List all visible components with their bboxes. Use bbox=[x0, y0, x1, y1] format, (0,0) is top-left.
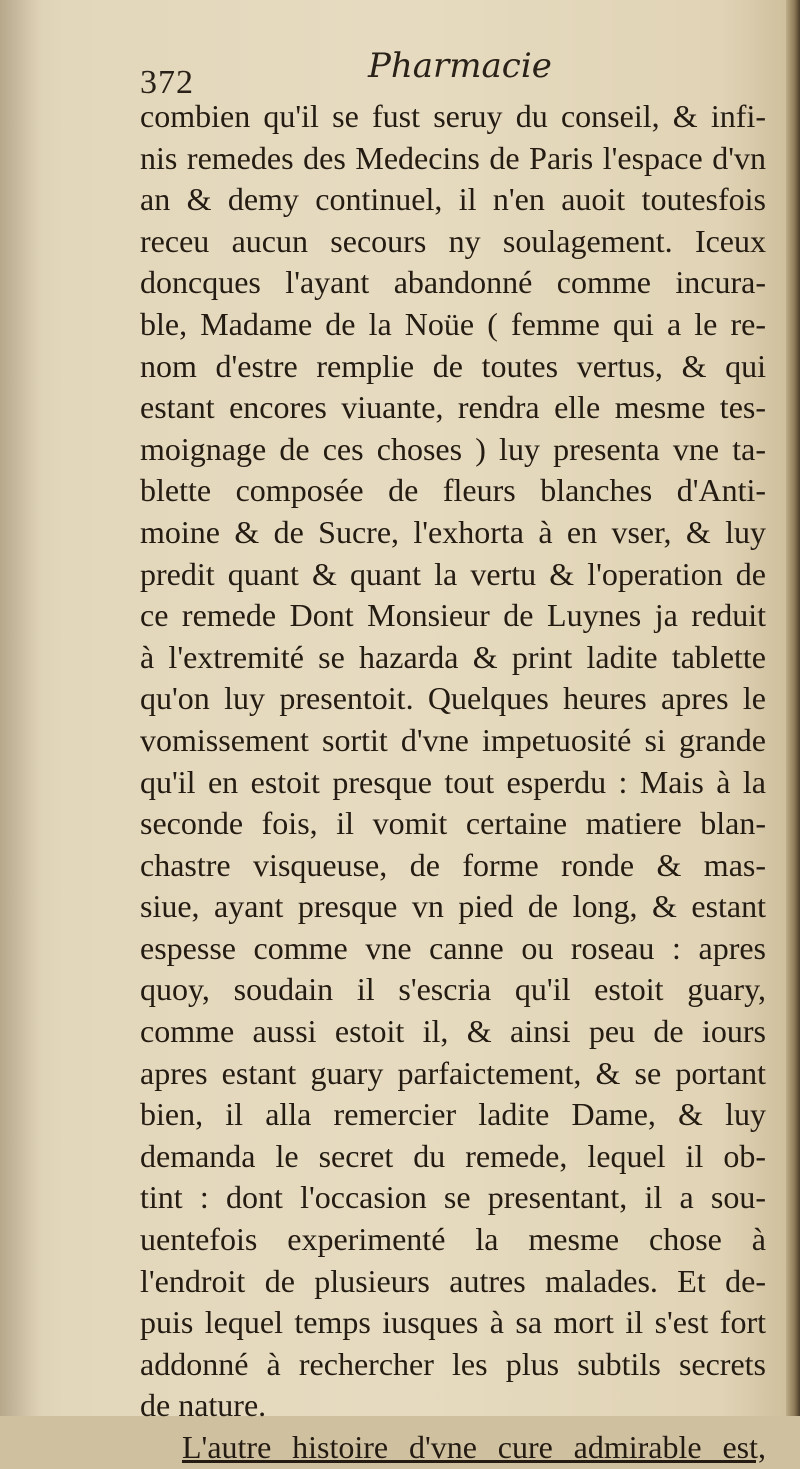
text-line: an & demy continuel, il n'en auoit toutesfois bbox=[140, 181, 766, 218]
text-line: blette composée de fleurs blanches d'Anti- bbox=[140, 472, 766, 509]
text-line: qu'il en estoit presque tout esperdu : Mais à la bbox=[140, 763, 766, 800]
text-line: de nature. bbox=[140, 1387, 267, 1424]
text-line: moignage de ces choses ) luy presenta vne ta- bbox=[140, 430, 766, 467]
page-number: 372 bbox=[140, 64, 194, 101]
text-line: bien, il alla remercier ladite Dame, & luy bbox=[140, 1096, 766, 1133]
text-line: demanda le secret du remede, lequel il ob- bbox=[140, 1137, 766, 1174]
gutter-shadow bbox=[0, 0, 40, 1416]
text-line: quoy, soudain il s'escria qu'il estoit guary, bbox=[140, 971, 766, 1008]
text-line: uentefois experimenté la mesme chose à bbox=[140, 1221, 766, 1258]
text-line: estant encores viuante, rendra elle mesme tes- bbox=[140, 389, 766, 426]
text-line: vomissement sortit d'vne impetuosité si grande bbox=[140, 721, 766, 758]
text-line: puis lequel temps iusques à sa mort il s'est fort bbox=[140, 1304, 766, 1341]
text-line: espesse comme vne canne ou roseau : apres bbox=[140, 929, 766, 966]
text-line: seconde fois, il vomit certaine matiere blan- bbox=[140, 805, 766, 842]
body-text bbox=[140, 96, 766, 1469]
text-line: qu'on luy presentoit. Quelques heures apres le bbox=[140, 680, 766, 717]
text-line: moine & de Sucre, l'exhorta à en vser, & luy bbox=[140, 513, 766, 550]
running-title: Pharmacie bbox=[368, 46, 552, 86]
text-line: nis remedes des Medecins de Paris l'espace d'vn bbox=[140, 139, 766, 176]
running-head bbox=[140, 42, 760, 101]
text-line: predit quant & quant la vertu & l'operation de bbox=[140, 555, 766, 592]
text-line: apres estant guary parfaictement, & se portant bbox=[140, 1054, 766, 1091]
text-line: combien qu'il se fust seruy du conseil, & infi- bbox=[140, 98, 766, 134]
text-line: receu aucun secours ny soulagement. Iceux bbox=[140, 222, 766, 259]
text-line: ble, Madame de la Noüe ( femme qui a le re- bbox=[140, 305, 766, 342]
text-line: doncques l'ayant abandonné comme incura- bbox=[140, 264, 766, 301]
page-edge bbox=[786, 0, 800, 1416]
text-line: ce remede Dont Monsieur de Luynes ja reduit bbox=[140, 597, 766, 634]
text-line: addonné à rechercher les plus subtils secrets bbox=[140, 1345, 766, 1382]
text-line: chastre visqueuse, de forme ronde & mas- bbox=[140, 846, 766, 883]
text-line: siue, ayant presque vn pied de long, & estant bbox=[140, 888, 766, 925]
next-paragraph-line: L'autre histoire d'vne cure admirable est, bbox=[182, 1429, 766, 1465]
text-line: comme aussi estoit il, & ainsi peu de iours bbox=[140, 1013, 766, 1050]
text-line: à l'extremité se hazarda & print ladite tablette bbox=[140, 638, 766, 675]
text-line: l'endroit de plusieurs autres malades. Et de- bbox=[140, 1262, 766, 1299]
text-line: nom d'estre remplie de toutes vertus, & qui bbox=[140, 347, 766, 384]
text-line: tint : dont l'occasion se presentant, il a sou- bbox=[140, 1179, 766, 1216]
